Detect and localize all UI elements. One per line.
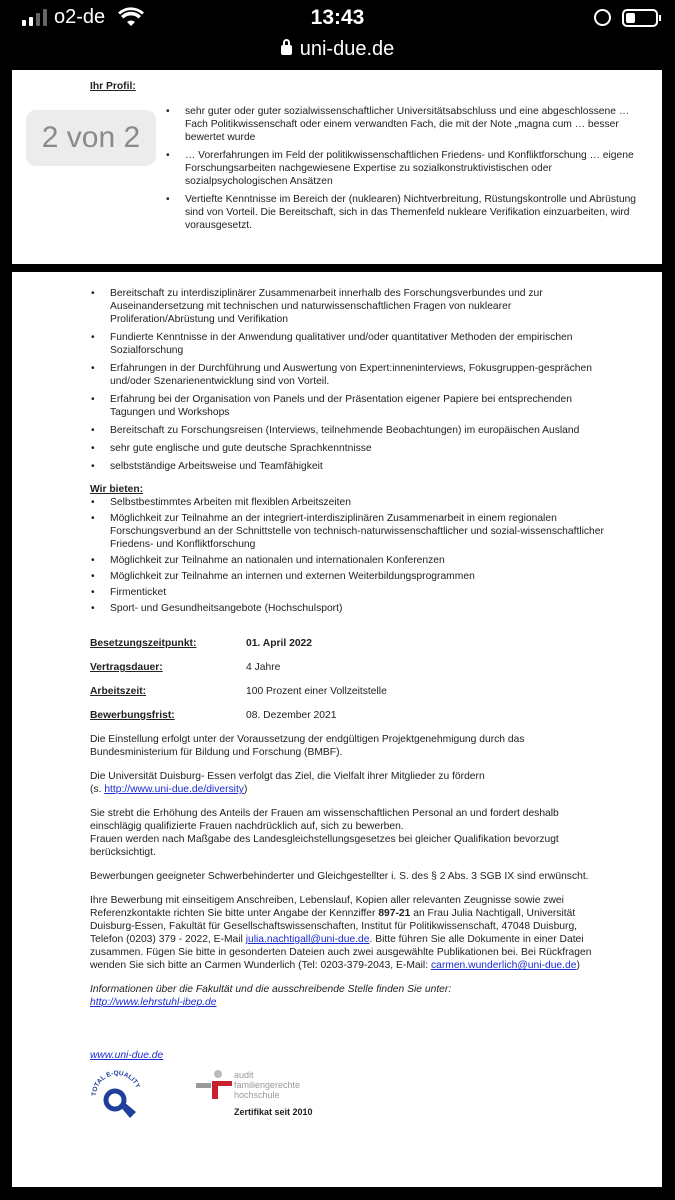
detail-value: 100 Prozent einer Vollzeitstelle xyxy=(246,686,387,697)
list-item: • Bereitschaft zu interdisziplinärer Zusammenarbeit innerhalb des Forschungsverbundes und zur Auseinandersetzung mit technischen und naturwissenschaftlichen Fragen von nuklearer Proliferation/Abrüstung und Verifikation xyxy=(90,287,610,326)
list-item: • Bereitschaft zu Forschungsreisen (Interviews, teilnehmende Beobachtungen) im europäischen Ausland xyxy=(90,424,610,437)
list-item: • Selbstbestimmtes Arbeiten mit flexiblen Arbeitszeiten xyxy=(90,496,610,509)
list-item: • Fundierte Kenntnisse in der Anwendung qualitativer und/oder quantitativer Methoden der empirischen Sozialforschung xyxy=(90,331,610,357)
detail-label: Vertragsdauer: xyxy=(90,662,163,673)
list-item: • Vertiefte Kenntnisse im Bereich der (nuklearen) Nichtverbreitung, Rüstungskontrolle und Abrüstung sind von Vorteil. Die Bereitschaft, sich in das Themenfeld nukleare Verifikation einzuarbeiten, wird vorausgesetzt. xyxy=(165,193,650,232)
detail-row xyxy=(90,709,610,722)
alarm-icon xyxy=(594,9,611,26)
detail-row xyxy=(90,685,610,698)
address-bar[interactable] xyxy=(0,38,675,61)
offer-section xyxy=(90,483,610,615)
list-item: • Möglichkeit zur Teilnahme an internen und externen Weiterbildungsprogrammen xyxy=(90,570,610,583)
list-item: • Firmenticket xyxy=(90,586,610,599)
detail-label: Besetzungszeitpunkt: xyxy=(90,638,197,649)
reference-code: 897-21 xyxy=(378,908,411,919)
total-e-quality-text: TOTAL E-QUALITY xyxy=(90,1069,142,1097)
list-item: • sehr gute englische und gute deutsche Sprachkenntnisse xyxy=(90,442,610,455)
detail-value: 4 Jahre xyxy=(246,662,281,673)
paragraph: Bewerbungen geeigneter Schwerbehinderter und Gleichgestellter i. S. des § 2 Abs. 3 SGB IX sind erwünscht. xyxy=(90,871,589,882)
paragraph: Sie strebt die Erhöhung des Anteils der Frauen am wissenschaftlichen Personal an und fordert deshalb einschlägig qualifizierte Frauen nachdrücklich auf, sich zu bewerben. Frauen werden nach Maßgabe des Landesgleichstellungsgesetzes bei gleicher Qualifikation bevorzugt berücksichtigt. xyxy=(90,808,559,858)
page-2-content xyxy=(90,287,610,1122)
email-link-nachtigall[interactable]: julia.nachtigall@uni-due.de xyxy=(245,934,370,945)
certificate-text: Zertifikat seit 2010 xyxy=(234,1107,313,1117)
detail-value: 01. April 2022 xyxy=(246,638,313,649)
list-item: • Sport- und Gesundheitsangebote (Hochschulsport) xyxy=(90,602,610,615)
detail-label: Bewerbungsfrist: xyxy=(90,710,175,721)
detail-label: Arbeitszeit: xyxy=(90,686,147,697)
info-paragraphs xyxy=(90,733,610,1009)
profile-section xyxy=(90,80,650,237)
footer xyxy=(90,1049,610,1122)
list-item: • Möglichkeit zur Teilnahme an nationalen und internationalen Konferenzen xyxy=(90,554,610,567)
clock: 13:43 xyxy=(310,6,365,29)
audit-familiengerechte-hochschule-logo: audit familiengerechte hochschule Zertifikat seit 2010 xyxy=(196,1070,232,1104)
url-text: uni-due.de xyxy=(299,38,395,60)
carrier: o2-de xyxy=(54,6,106,28)
paragraph: Die Einstellung erfolgt unter der Voraussetzung der endgültigen Projektgenehmigung durch das Bundesministerium für Bildung und Forschung (BMBF). xyxy=(90,734,525,758)
details-table xyxy=(90,637,610,722)
detail-row xyxy=(90,661,610,674)
paragraph: Informationen über die Fakultät und die ausschreibende Stelle finden Sie unter: http://www.lehrstuhl-ibep.de xyxy=(90,984,452,1008)
faculty-link[interactable]: http://www.lehrstuhl-ibep.de xyxy=(90,997,217,1008)
profile-heading: Ihr Profil: xyxy=(90,81,136,92)
battery-icon xyxy=(622,9,658,27)
list-item: • … Vorerfahrungen im Feld der politikwissenschaftlichen Friedens- und Konfliktforschung … eigene Forschungsarbeiten nachgewiesene Expertise zu sozialkonstruktivistischen oder sozialpsychologischen Ansätzen xyxy=(165,149,650,188)
page-indicator: 2 von 2 xyxy=(26,110,156,166)
detail-row xyxy=(90,637,610,650)
profile-continued xyxy=(90,287,610,473)
list-item: • Möglichkeit zur Teilnahme an der integriert-interdisziplinären Zusammenarbeit in einem regionalen Forschungsverbund an der Schnittstelle von technisch-naturwissenschaftlicher und sozial-wissenschaftlicher Friedens- und Konfliktforschung xyxy=(90,512,610,551)
paragraph: Ihre Bewerbung mit einseitigem Anschreiben, Lebenslauf, Kopien aller relevanten Zeugnisse sowie zwei Referenzkontakte richten Sie bitte unter Angabe der Kennziffer 897-21 an Frau Julia Nachtigall, Universität Duisburg-Essen, Fakultät für Gesellschaftswissenschaften, Institut für Politikwissenschaft, 47048 Duisburg, Telefon (0203) 379 - 2022, E-Mail julia.nachtigall@uni-due.de. Bitte führen Sie alle Dokumente in einer Datei zusammen. Fügen Sie bitte in gesonderten Dateien auch zwei ausgewählte Publikationen bei. Bei Rückfragen wenden Sie sich bitte an Carmen Wunderlich (Tel: 0203-379-2043, E-Mail: carmen.wunderlich@uni-due.de) xyxy=(90,895,592,971)
lock-icon xyxy=(281,45,292,55)
status-bar xyxy=(0,0,675,70)
detail-value: 08. Dezember 2021 xyxy=(246,710,337,721)
list-item: • sehr guter oder guter sozialwissenschaftlicher Universitätsabschluss und eine abgeschlossene … Fach Politikwissenschaft oder einem verwandten Fach, die mit der Note „magna cum … besser bewertet wurde xyxy=(165,105,650,144)
paragraph: Die Universität Duisburg- Essen verfolgt das Ziel, die Vielfalt ihrer Mitglieder zu fördern (s. http://www.uni-due.de/diversity) xyxy=(90,771,485,795)
offer-heading: Wir bieten: xyxy=(90,484,144,495)
list-item: • Erfahrung bei der Organisation von Panels und der Präsentation eigener Papiere bei entsprechenden Tagungen und Workshops xyxy=(90,393,610,419)
list-item: • selbstständige Arbeitsweise und Teamfähigkeit xyxy=(90,460,610,473)
uni-due-link[interactable]: www.uni-due.de xyxy=(90,1050,164,1061)
diversity-link[interactable]: http://www.uni-due.de/diversity xyxy=(104,784,244,795)
list-item: • Erfahrungen in der Durchführung und Auswertung von Expert:inneninterviews, Fokusgruppen-gesprächen und/oder Szenarienentwicklung sind von Vorteil. xyxy=(90,362,610,388)
audit-logo-icon xyxy=(196,1070,232,1100)
total-e-quality-logo xyxy=(90,1066,144,1120)
email-link-wunderlich[interactable]: carmen.wunderlich@uni-due.de xyxy=(430,960,577,971)
